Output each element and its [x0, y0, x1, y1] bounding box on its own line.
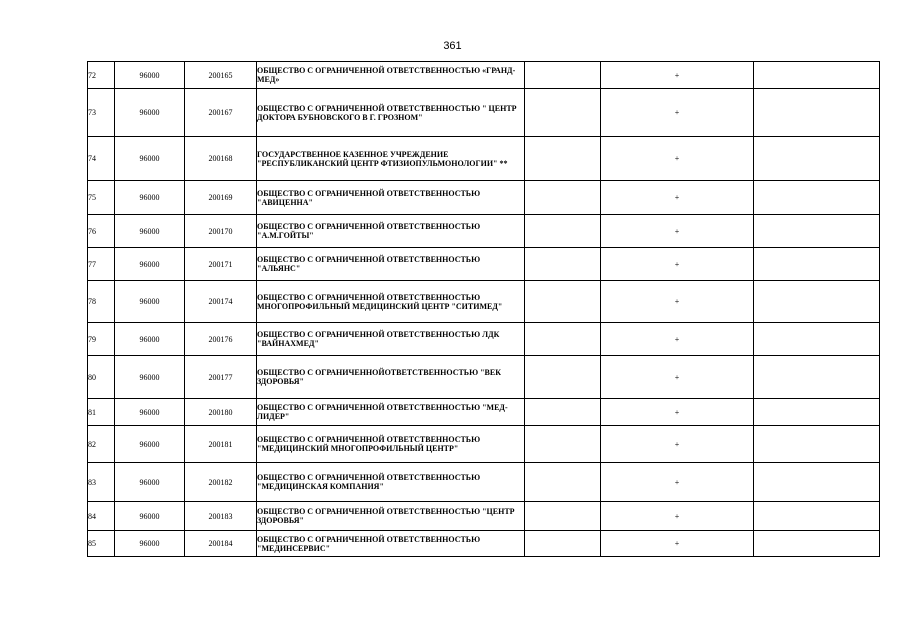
- row-number: 80: [88, 356, 115, 399]
- organization-id: 200177: [185, 356, 257, 399]
- column-5-cell: [525, 356, 601, 399]
- region-code: 96000: [115, 215, 185, 248]
- column-5-cell: [525, 323, 601, 356]
- organization-id: 200183: [185, 502, 257, 531]
- table-row: [88, 463, 880, 502]
- participation-mark: +: [601, 502, 754, 531]
- participation-mark: +: [601, 399, 754, 426]
- row-number: 75: [88, 181, 115, 215]
- column-5-cell: [525, 137, 601, 181]
- column-7-cell: [754, 281, 880, 323]
- column-7-cell: [754, 463, 880, 502]
- region-code: 96000: [115, 531, 185, 557]
- row-number: 78: [88, 281, 115, 323]
- table-row: [88, 62, 880, 89]
- organization-name: ОБЩЕСТВО С ОГРАНИЧЕННОЙ ОТВЕТСТВЕННОСТЬЮ "АВИЦЕННА": [257, 181, 525, 215]
- organization-id: 200174: [185, 281, 257, 323]
- table-row: [88, 281, 880, 323]
- organization-id: 200170: [185, 215, 257, 248]
- region-code: 96000: [115, 137, 185, 181]
- participation-mark: +: [601, 426, 754, 463]
- column-7-cell: [754, 356, 880, 399]
- row-number: 82: [88, 426, 115, 463]
- participation-mark: +: [601, 248, 754, 281]
- column-5-cell: [525, 181, 601, 215]
- organization-name: ОБЩЕСТВО С ОГРАНИЧЕННОЙОТВЕТСТВЕННОСТЬЮ "ВЕК ЗДОРОВЬЯ": [257, 356, 525, 399]
- table-row: [88, 502, 880, 531]
- column-5-cell: [525, 248, 601, 281]
- organization-id: 200176: [185, 323, 257, 356]
- table-row: [88, 248, 880, 281]
- participation-mark: +: [601, 281, 754, 323]
- organization-id: 200182: [185, 463, 257, 502]
- region-code: 96000: [115, 248, 185, 281]
- registry-table-body: [88, 62, 880, 557]
- row-number: 73: [88, 89, 115, 137]
- participation-mark: +: [601, 137, 754, 181]
- participation-mark: +: [601, 62, 754, 89]
- column-7-cell: [754, 426, 880, 463]
- organization-id: 200171: [185, 248, 257, 281]
- column-7-cell: [754, 399, 880, 426]
- participation-mark: +: [601, 181, 754, 215]
- page-number: 361: [443, 40, 462, 52]
- organization-name: ОБЩЕСТВО С ОГРАНИЧЕННОЙ ОТВЕТСТВЕННОСТЬЮ "АЛЬЯНС": [257, 248, 525, 281]
- column-5-cell: [525, 399, 601, 426]
- column-5-cell: [525, 281, 601, 323]
- table-row: [88, 323, 880, 356]
- participation-mark: +: [601, 463, 754, 502]
- participation-mark: +: [601, 531, 754, 557]
- organization-id: 200184: [185, 531, 257, 557]
- table-row: [88, 426, 880, 463]
- organization-name: ОБЩЕСТВО С ОГРАНИЧЕННОЙ ОТВЕТСТВЕННОСТЬЮ "МЕДИНСЕРВИС": [257, 531, 525, 557]
- region-code: 96000: [115, 426, 185, 463]
- organization-name: ОБЩЕСТВО С ОГРАНИЧЕННОЙ ОТВЕТСТВЕННОСТЬЮ "МЕДИЦИНСКАЯ КОМПАНИЯ": [257, 463, 525, 502]
- region-code: 96000: [115, 463, 185, 502]
- column-5-cell: [525, 502, 601, 531]
- row-number: 84: [88, 502, 115, 531]
- organization-name: ОБЩЕСТВО С ОГРАНИЧЕННОЙ ОТВЕТСТВЕННОСТЬЮ "А.М.ГОЙТЫ": [257, 215, 525, 248]
- table-row: [88, 215, 880, 248]
- table-row: [88, 531, 880, 557]
- row-number: 72: [88, 62, 115, 89]
- organization-name: ОБЩЕСТВО С ОГРАНИЧЕННОЙ ОТВЕТСТВЕННОСТЬЮ МНОГОПРОФИЛЬНЫЙ МЕДИЦИНСКИЙ ЦЕНТР "СИТИМЕД": [257, 281, 525, 323]
- column-7-cell: [754, 137, 880, 181]
- region-code: 96000: [115, 399, 185, 426]
- column-7-cell: [754, 62, 880, 89]
- row-number: 81: [88, 399, 115, 426]
- organization-name: ОБЩЕСТВО С ОГРАНИЧЕННОЙ ОТВЕТСТВЕННОСТЬЮ "МЕДИЦИНСКИЙ МНОГОПРОФИЛЬНЫЙ ЦЕНТР": [257, 426, 525, 463]
- participation-mark: +: [601, 323, 754, 356]
- organization-id: 200167: [185, 89, 257, 137]
- column-7-cell: [754, 323, 880, 356]
- column-5-cell: [525, 62, 601, 89]
- region-code: 96000: [115, 323, 185, 356]
- organization-name: ГОСУДАРСТВЕННОЕ КАЗЕННОЕ УЧРЕЖДЕНИЕ "РЕСПУБЛИКАНСКИЙ ЦЕНТР ФТИЗИОПУЛЬМОНОЛОГИИ" **: [257, 137, 525, 181]
- organization-id: 200168: [185, 137, 257, 181]
- table-row: [88, 181, 880, 215]
- organization-name: ОБЩЕСТВО С ОГРАНИЧЕННОЙ ОТВЕТСТВЕННОСТЬЮ "МЕД-ЛИДЕР": [257, 399, 525, 426]
- row-number: 77: [88, 248, 115, 281]
- row-number: 74: [88, 137, 115, 181]
- region-code: 96000: [115, 502, 185, 531]
- table-row: [88, 137, 880, 181]
- organization-id: 200169: [185, 181, 257, 215]
- organization-id: 200165: [185, 62, 257, 89]
- organization-id: 200180: [185, 399, 257, 426]
- column-5-cell: [525, 215, 601, 248]
- column-5-cell: [525, 89, 601, 137]
- region-code: 96000: [115, 181, 185, 215]
- organization-name: ОБЩЕСТВО С ОГРАНИЧЕННОЙ ОТВЕТСТВЕННОСТЬЮ " ЦЕНТР ДОКТОРА БУБНОВСКОГО В Г. ГРОЗНОМ": [257, 89, 525, 137]
- column-7-cell: [754, 531, 880, 557]
- column-7-cell: [754, 89, 880, 137]
- column-7-cell: [754, 215, 880, 248]
- organization-id: 200181: [185, 426, 257, 463]
- column-5-cell: [525, 426, 601, 463]
- region-code: 96000: [115, 89, 185, 137]
- column-7-cell: [754, 181, 880, 215]
- region-code: 96000: [115, 356, 185, 399]
- row-number: 83: [88, 463, 115, 502]
- column-7-cell: [754, 248, 880, 281]
- organization-name: ОБЩЕСТВО С ОГРАНИЧЕННОЙ ОТВЕТСТВЕННОСТЬЮ «ГРАНД-МЕД»: [257, 62, 525, 89]
- column-5-cell: [525, 531, 601, 557]
- participation-mark: +: [601, 89, 754, 137]
- row-number: 85: [88, 531, 115, 557]
- table-row: [88, 89, 880, 137]
- organization-name: ОБЩЕСТВО С ОГРАНИЧЕННОЙ ОТВЕТСТВЕННОСТЬЮ ЛДК "ВАЙНАХМЕД": [257, 323, 525, 356]
- participation-mark: +: [601, 356, 754, 399]
- column-5-cell: [525, 463, 601, 502]
- row-number: 76: [88, 215, 115, 248]
- participation-mark: +: [601, 215, 754, 248]
- row-number: 79: [88, 323, 115, 356]
- region-code: 96000: [115, 62, 185, 89]
- organization-name: ОБЩЕСТВО С ОГРАНИЧЕННОЙ ОТВЕТСТВЕННОСТЬЮ "ЦЕНТР ЗДОРОВЬЯ": [257, 502, 525, 531]
- table-row: [88, 356, 880, 399]
- column-7-cell: [754, 502, 880, 531]
- registry-table: [87, 61, 880, 557]
- region-code: 96000: [115, 281, 185, 323]
- table-row: [88, 399, 880, 426]
